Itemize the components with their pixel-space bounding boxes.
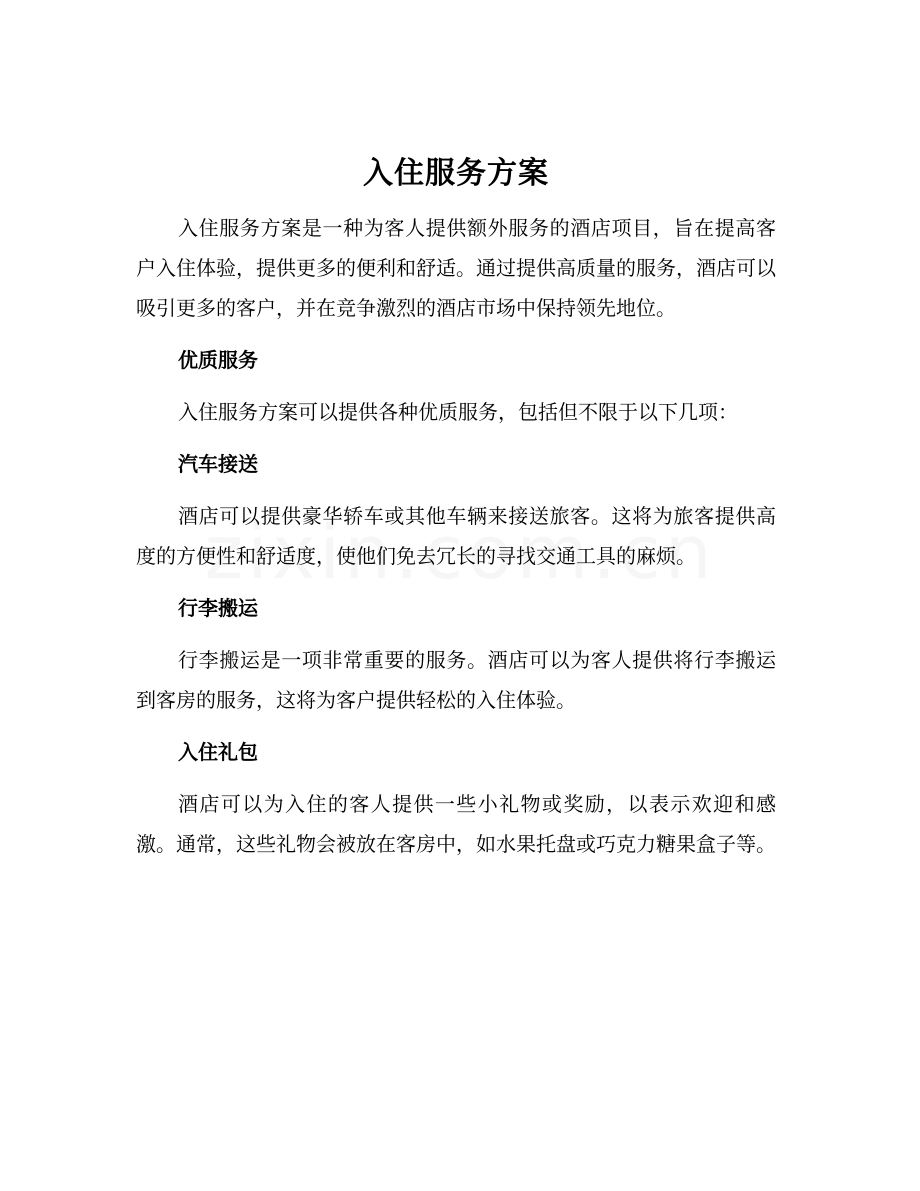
intro-paragraph: 入住服务方案是一种为客人提供额外服务的酒店项目，旨在提高客户入住体验，提供更多的便利和舒适。通过提供高质量的服务，酒店可以吸引更多的客户，并在竞争激烈的酒店市场中保持领先地位。 [136, 216, 776, 320]
section-text-luggage: 行李搬运是一项非常重要的服务。酒店可以为客人提供将行李搬运到客房的服务，这将为客户提供轻松的入住体验。 [136, 648, 776, 712]
section-heading-luggage: 行李搬运 [178, 596, 258, 620]
document-title: 入住服务方案 [363, 156, 549, 191]
section-heading-car: 汽车接送 [178, 452, 258, 476]
document-body [136, 152, 776, 864]
section-heading-quality: 优质服务 [178, 348, 258, 372]
section-text-gift: 酒店可以为入住的客人提供一些小礼物或奖励，以表示欢迎和感激。通常，这些礼物会被放在客房中，如水果托盘或巧克力糖果盒子等。 [136, 792, 776, 856]
section-text-car: 酒店可以提供豪华轿车或其他车辆来接送旅客。这将为旅客提供高度的方便性和舒适度，使他们免去冗长的寻找交通工具的麻烦。 [136, 504, 776, 568]
section-heading-gift: 入住礼包 [178, 740, 258, 764]
section-text-quality: 入住服务方案可以提供各种优质服务，包括但不限于以下几项： [178, 400, 738, 424]
